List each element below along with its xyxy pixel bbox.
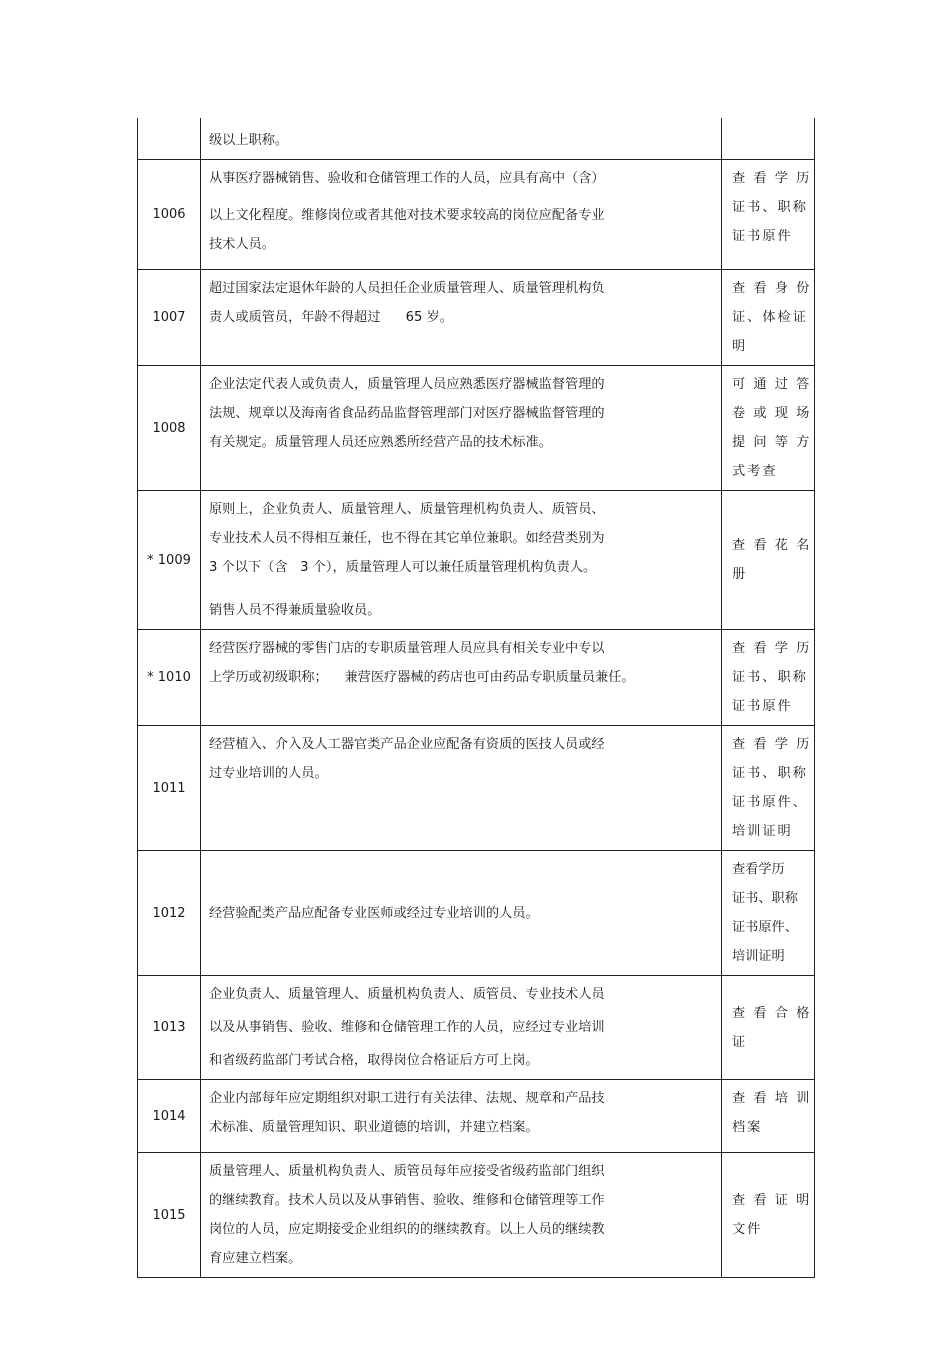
- item-code: * 1009: [138, 491, 201, 630]
- item-requirement: 质量管理人、质量机构负责人、质管员每年应接受省级药监部门组织 的继续教育。技术人员以及从事销售、验收、维修和仓储管理等工作 岗位的人员，应定期接受企业组织的的继续教育。以上人员的继续教 育应建立档案。: [201, 1153, 722, 1278]
- item-check-method: 查 看 花 名 册: [722, 491, 815, 630]
- item-requirement: 经营验配类产品应配备专业医师或经过专业培训的人员。: [201, 851, 722, 976]
- table-row: [138, 1080, 815, 1153]
- item-requirement: 企业法定代表人或负责人，质量管理人员应熟悉医疗器械监督管理的 法规、规章以及海南省食品药品监督管理部门对医疗器械监督管理的 有关规定。质量管理人员还应熟悉所经营产品的技术标准。: [201, 366, 722, 491]
- item-code: * 1010: [138, 630, 201, 726]
- item-requirement: 经营医疗器械的零售门店的专职质量管理人员应具有相关专业中专以 上学历或初级职称； 兼营医疗器械的药店也可由药品专职质量员兼任。: [201, 630, 722, 726]
- item-code: 1011: [138, 726, 201, 851]
- item-check-method: 查 看 合 格 证: [722, 976, 815, 1080]
- item-requirement: 级以上职称。: [201, 118, 722, 160]
- table-row: [138, 366, 815, 491]
- item-check-method: 查 看 学 历 证书、职称 证书原件: [722, 630, 815, 726]
- item-code: [138, 118, 201, 160]
- item-requirement: 企业负责人、质量管理人、质量机构负责人、质管员、专业技术人员 以及从事销售、验收、维修和仓储管理工作的人员，应经过专业培训 和省级药监部门考试合格，取得岗位合格证后方可上岗。: [201, 976, 722, 1080]
- item-requirement: 经营植入、介入及人工器官类产品企业应配备有资质的医技人员或经 过专业培训的人员。: [201, 726, 722, 851]
- item-check-method: 查 看 学 历 证书、职称 证书原件: [722, 160, 815, 270]
- table-row: [138, 270, 815, 366]
- item-requirement: 原则上，企业负责人、质量管理人、质量管理机构负责人、质管员、 专业技术人员不得相互兼任，也不得在其它单位兼职。如经营类别为 3 个以下（含 3 个），质量管理人可以兼任质量管理机构负责人。 销售人员不得兼质量验收员。: [201, 491, 722, 630]
- item-requirement: 企业内部每年应定期组织对职工进行有关法律、法规、规章和产品技 术标准、质量管理知识、职业道德的培训，并建立档案。: [201, 1080, 722, 1153]
- inspection-standards-table: [137, 118, 815, 1278]
- table-row: [138, 851, 815, 976]
- item-requirement: 超过国家法定退休年龄的人员担任企业质量管理人、质量管理机构负 责人或质管员，年龄不得超过 65 岁。: [201, 270, 722, 366]
- item-code: 1013: [138, 976, 201, 1080]
- table-row: [138, 491, 815, 630]
- table-row: [138, 726, 815, 851]
- item-code: 1014: [138, 1080, 201, 1153]
- item-code: 1006: [138, 160, 201, 270]
- item-code: 1012: [138, 851, 201, 976]
- table-row: [138, 1153, 815, 1278]
- item-requirement: 从事医疗器械销售、验收和仓储管理工作的人员，应具有高中（含） 以上文化程度。维修岗位或者其他对技术要求较高的岗位应配备专业 技术人员。: [201, 160, 722, 270]
- item-code: 1007: [138, 270, 201, 366]
- table-row: [138, 976, 815, 1080]
- item-code: 1008: [138, 366, 201, 491]
- table-row: [138, 630, 815, 726]
- item-check-method: 查 看 证 明 文件: [722, 1153, 815, 1278]
- item-check-method: 可 通 过 答 卷 或 现 场 提 问 等 方 式考查: [722, 366, 815, 491]
- item-check-method: 查 看 身 份 证、体检证 明: [722, 270, 815, 366]
- item-check-method: 查看学历 证书、职称 证书原件、 培训证明: [722, 851, 815, 976]
- item-code: 1015: [138, 1153, 201, 1278]
- item-check-method: 查 看 学 历 证书、职称 证书原件、 培训证明: [722, 726, 815, 851]
- table-row: [138, 160, 815, 270]
- item-check-method: 查 看 培 训 档案: [722, 1080, 815, 1153]
- item-check-method: [722, 118, 815, 160]
- table-row: [138, 118, 815, 160]
